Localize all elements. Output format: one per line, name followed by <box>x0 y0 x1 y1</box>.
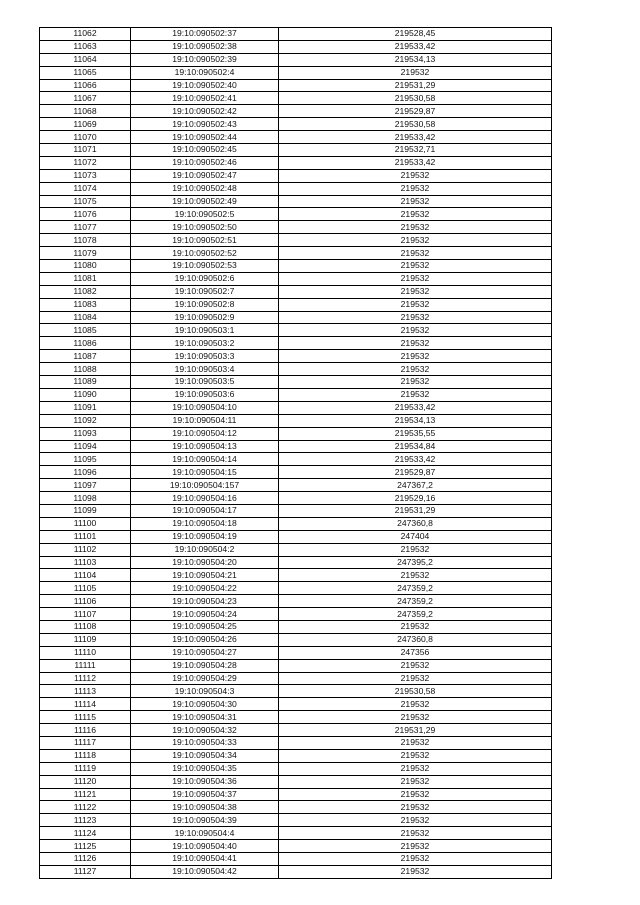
value-cell: 219530,58 <box>279 685 552 698</box>
table-row <box>40 814 552 827</box>
table-row <box>40 298 552 311</box>
row-number-cell: 11096 <box>40 466 131 479</box>
table-row <box>40 388 552 401</box>
table-row <box>40 131 552 144</box>
value-cell: 219532 <box>279 827 552 840</box>
value-cell: 219532 <box>279 66 552 79</box>
value-cell: 247360,8 <box>279 633 552 646</box>
table-row <box>40 749 552 762</box>
row-number-cell: 11120 <box>40 775 131 788</box>
row-number-cell: 11067 <box>40 92 131 105</box>
cadastral-number-cell: 19:10:090504:25 <box>131 620 279 633</box>
cadastral-number-cell: 19:10:090502:42 <box>131 105 279 118</box>
cadastral-number-cell: 19:10:090502:49 <box>131 195 279 208</box>
value-cell: 219532 <box>279 814 552 827</box>
row-number-cell: 11087 <box>40 350 131 363</box>
table-row <box>40 105 552 118</box>
cadastral-number-cell: 19:10:090502:8 <box>131 298 279 311</box>
cadastral-number-cell: 19:10:090502:44 <box>131 131 279 144</box>
value-cell: 219532,71 <box>279 144 552 157</box>
table-row <box>40 260 552 273</box>
row-number-cell: 11122 <box>40 801 131 814</box>
table-row <box>40 28 552 41</box>
table-row <box>40 543 552 556</box>
row-number-cell: 11099 <box>40 504 131 517</box>
row-number-cell: 11083 <box>40 298 131 311</box>
cadastral-number-cell: 19:10:090504:29 <box>131 672 279 685</box>
table-row <box>40 118 552 131</box>
cadastral-number-cell: 19:10:090504:11 <box>131 414 279 427</box>
table-row <box>40 801 552 814</box>
table-row <box>40 840 552 853</box>
value-cell: 219532 <box>279 853 552 866</box>
table-row <box>40 337 552 350</box>
cadastral-number-cell: 19:10:090504:13 <box>131 440 279 453</box>
value-cell: 219532 <box>279 324 552 337</box>
table-row <box>40 427 552 440</box>
cadastral-number-cell: 19:10:090504:10 <box>131 401 279 414</box>
value-cell: 247356 <box>279 646 552 659</box>
row-number-cell: 11090 <box>40 388 131 401</box>
cadastral-number-cell: 19:10:090504:24 <box>131 608 279 621</box>
row-number-cell: 11076 <box>40 208 131 221</box>
row-number-cell: 11081 <box>40 272 131 285</box>
value-cell: 219533,42 <box>279 156 552 169</box>
cadastral-number-cell: 19:10:090502:40 <box>131 79 279 92</box>
table-row <box>40 595 552 608</box>
row-number-cell: 11080 <box>40 260 131 273</box>
table-row <box>40 479 552 492</box>
cadastral-number-cell: 19:10:090503:1 <box>131 324 279 337</box>
value-cell: 219532 <box>279 298 552 311</box>
cadastral-number-cell: 19:10:090502:6 <box>131 272 279 285</box>
cadastral-number-cell: 19:10:090504:38 <box>131 801 279 814</box>
cadastral-number-cell: 19:10:090504:19 <box>131 530 279 543</box>
table-row <box>40 711 552 724</box>
value-cell: 247359,2 <box>279 582 552 595</box>
cadastral-number-cell: 19:10:090502:39 <box>131 53 279 66</box>
cadastral-number-cell: 19:10:090503:5 <box>131 376 279 389</box>
table-row <box>40 492 552 505</box>
table-row <box>40 79 552 92</box>
cadastral-number-cell: 19:10:090502:41 <box>131 92 279 105</box>
value-cell: 219533,42 <box>279 401 552 414</box>
cadastral-number-cell: 19:10:090503:2 <box>131 337 279 350</box>
value-cell: 219534,13 <box>279 53 552 66</box>
row-number-cell: 11102 <box>40 543 131 556</box>
cadastral-number-cell: 19:10:090504:21 <box>131 569 279 582</box>
cadastral-number-cell: 19:10:090504:41 <box>131 853 279 866</box>
row-number-cell: 11112 <box>40 672 131 685</box>
cadastral-number-cell: 19:10:090504:22 <box>131 582 279 595</box>
cadastral-number-cell: 19:10:090502:38 <box>131 40 279 53</box>
cadastral-number-cell: 19:10:090503:4 <box>131 363 279 376</box>
value-cell: 219529,87 <box>279 105 552 118</box>
row-number-cell: 11101 <box>40 530 131 543</box>
table-row <box>40 208 552 221</box>
value-cell: 219530,58 <box>279 92 552 105</box>
row-number-cell: 11125 <box>40 840 131 853</box>
row-number-cell: 11086 <box>40 337 131 350</box>
value-cell: 219533,42 <box>279 453 552 466</box>
value-cell: 219532 <box>279 762 552 775</box>
row-number-cell: 11124 <box>40 827 131 840</box>
cadastral-number-cell: 19:10:090502:4 <box>131 66 279 79</box>
cadastral-number-cell: 19:10:090504:26 <box>131 633 279 646</box>
value-cell: 219532 <box>279 620 552 633</box>
row-number-cell: 11074 <box>40 182 131 195</box>
value-cell: 247395,2 <box>279 556 552 569</box>
cadastral-number-cell: 19:10:090504:20 <box>131 556 279 569</box>
row-number-cell: 11064 <box>40 53 131 66</box>
table-row <box>40 865 552 878</box>
value-cell: 219532 <box>279 195 552 208</box>
cadastral-number-cell: 19:10:090502:37 <box>131 28 279 41</box>
table-row <box>40 672 552 685</box>
row-number-cell: 11100 <box>40 517 131 530</box>
data-table <box>39 27 552 879</box>
row-number-cell: 11069 <box>40 118 131 131</box>
value-cell: 219532 <box>279 260 552 273</box>
cadastral-number-cell: 19:10:090504:36 <box>131 775 279 788</box>
row-number-cell: 11068 <box>40 105 131 118</box>
table-row <box>40 311 552 324</box>
value-cell: 247359,2 <box>279 595 552 608</box>
value-cell: 219532 <box>279 350 552 363</box>
cadastral-number-cell: 19:10:090502:53 <box>131 260 279 273</box>
value-cell: 219532 <box>279 208 552 221</box>
row-number-cell: 11079 <box>40 247 131 260</box>
table-row <box>40 698 552 711</box>
value-cell: 219532 <box>279 840 552 853</box>
row-number-cell: 11071 <box>40 144 131 157</box>
table-row <box>40 414 552 427</box>
row-number-cell: 11082 <box>40 285 131 298</box>
table-row <box>40 620 552 633</box>
value-cell: 219532 <box>279 363 552 376</box>
value-cell: 219532 <box>279 543 552 556</box>
cadastral-number-cell: 19:10:090504:23 <box>131 595 279 608</box>
row-number-cell: 11117 <box>40 736 131 749</box>
table-row <box>40 401 552 414</box>
row-number-cell: 11094 <box>40 440 131 453</box>
value-cell: 219532 <box>279 749 552 762</box>
row-number-cell: 11104 <box>40 569 131 582</box>
cadastral-number-cell: 19:10:090504:33 <box>131 736 279 749</box>
row-number-cell: 11126 <box>40 853 131 866</box>
table-row <box>40 324 552 337</box>
value-cell: 219532 <box>279 376 552 389</box>
cadastral-number-cell: 19:10:090504:42 <box>131 865 279 878</box>
row-number-cell: 11085 <box>40 324 131 337</box>
row-number-cell: 11116 <box>40 724 131 737</box>
value-cell: 219535,55 <box>279 427 552 440</box>
table-row <box>40 247 552 260</box>
cadastral-number-cell: 19:10:090503:6 <box>131 388 279 401</box>
table-row <box>40 221 552 234</box>
value-cell: 219532 <box>279 659 552 672</box>
cadastral-number-cell: 19:10:090504:40 <box>131 840 279 853</box>
row-number-cell: 11111 <box>40 659 131 672</box>
table-row <box>40 440 552 453</box>
cadastral-number-cell: 19:10:090504:15 <box>131 466 279 479</box>
value-cell: 219532 <box>279 169 552 182</box>
cadastral-number-cell: 19:10:090502:51 <box>131 234 279 247</box>
table-row <box>40 66 552 79</box>
row-number-cell: 11119 <box>40 762 131 775</box>
row-number-cell: 11084 <box>40 311 131 324</box>
value-cell: 219532 <box>279 337 552 350</box>
row-number-cell: 11066 <box>40 79 131 92</box>
value-cell: 219532 <box>279 711 552 724</box>
row-number-cell: 11109 <box>40 633 131 646</box>
value-cell: 219532 <box>279 247 552 260</box>
value-cell: 219532 <box>279 775 552 788</box>
value-cell: 219532 <box>279 272 552 285</box>
row-number-cell: 11092 <box>40 414 131 427</box>
row-number-cell: 11095 <box>40 453 131 466</box>
row-number-cell: 11091 <box>40 401 131 414</box>
value-cell: 219532 <box>279 311 552 324</box>
row-number-cell: 11105 <box>40 582 131 595</box>
table-row <box>40 608 552 621</box>
table-row <box>40 453 552 466</box>
cadastral-number-cell: 19:10:090502:48 <box>131 182 279 195</box>
value-cell: 219532 <box>279 234 552 247</box>
row-number-cell: 11115 <box>40 711 131 724</box>
cadastral-number-cell: 19:10:090504:30 <box>131 698 279 711</box>
row-number-cell: 11097 <box>40 479 131 492</box>
value-cell: 219531,29 <box>279 724 552 737</box>
row-number-cell: 11062 <box>40 28 131 41</box>
row-number-cell: 11110 <box>40 646 131 659</box>
row-number-cell: 11114 <box>40 698 131 711</box>
row-number-cell: 11065 <box>40 66 131 79</box>
table-row <box>40 827 552 840</box>
cadastral-number-cell: 19:10:090502:45 <box>131 144 279 157</box>
value-cell: 219532 <box>279 736 552 749</box>
cadastral-number-cell: 19:10:090502:5 <box>131 208 279 221</box>
value-cell: 247404 <box>279 530 552 543</box>
cadastral-number-cell: 19:10:090504:27 <box>131 646 279 659</box>
cadastral-number-cell: 19:10:090504:17 <box>131 504 279 517</box>
table-row <box>40 736 552 749</box>
table-row <box>40 285 552 298</box>
cadastral-number-cell: 19:10:090502:47 <box>131 169 279 182</box>
row-number-cell: 11093 <box>40 427 131 440</box>
cadastral-number-cell: 19:10:090502:46 <box>131 156 279 169</box>
table-row <box>40 182 552 195</box>
cadastral-number-cell: 19:10:090502:7 <box>131 285 279 298</box>
row-number-cell: 11103 <box>40 556 131 569</box>
table-row <box>40 853 552 866</box>
table-row <box>40 556 552 569</box>
table-row <box>40 659 552 672</box>
row-number-cell: 11073 <box>40 169 131 182</box>
value-cell: 247367,2 <box>279 479 552 492</box>
cadastral-number-cell: 19:10:090502:43 <box>131 118 279 131</box>
value-cell: 219532 <box>279 698 552 711</box>
table-row <box>40 466 552 479</box>
row-number-cell: 11121 <box>40 788 131 801</box>
row-number-cell: 11127 <box>40 865 131 878</box>
cadastral-number-cell: 19:10:090504:3 <box>131 685 279 698</box>
value-cell: 219532 <box>279 182 552 195</box>
cadastral-number-cell: 19:10:090504:2 <box>131 543 279 556</box>
cadastral-number-cell: 19:10:090504:31 <box>131 711 279 724</box>
row-number-cell: 11078 <box>40 234 131 247</box>
row-number-cell: 11070 <box>40 131 131 144</box>
cadastral-number-cell: 19:10:090504:39 <box>131 814 279 827</box>
table-row <box>40 685 552 698</box>
row-number-cell: 11077 <box>40 221 131 234</box>
row-number-cell: 11108 <box>40 620 131 633</box>
row-number-cell: 11098 <box>40 492 131 505</box>
value-cell: 219532 <box>279 801 552 814</box>
row-number-cell: 11089 <box>40 376 131 389</box>
row-number-cell: 11075 <box>40 195 131 208</box>
cadastral-number-cell: 19:10:090504:18 <box>131 517 279 530</box>
table-row <box>40 350 552 363</box>
table-row <box>40 582 552 595</box>
value-cell: 219532 <box>279 865 552 878</box>
cadastral-number-cell: 19:10:090504:34 <box>131 749 279 762</box>
value-cell: 219533,42 <box>279 40 552 53</box>
cadastral-number-cell: 19:10:090502:9 <box>131 311 279 324</box>
value-cell: 219533,42 <box>279 131 552 144</box>
value-cell: 219532 <box>279 672 552 685</box>
value-cell: 247360,8 <box>279 517 552 530</box>
table-row <box>40 724 552 737</box>
table-row <box>40 633 552 646</box>
cadastral-number-cell: 19:10:090503:3 <box>131 350 279 363</box>
row-number-cell: 11088 <box>40 363 131 376</box>
row-number-cell: 11118 <box>40 749 131 762</box>
table-row <box>40 788 552 801</box>
table-row <box>40 92 552 105</box>
value-cell: 219532 <box>279 285 552 298</box>
value-cell: 219529,16 <box>279 492 552 505</box>
cadastral-number-cell: 19:10:090504:14 <box>131 453 279 466</box>
table-row <box>40 156 552 169</box>
value-cell: 219528,45 <box>279 28 552 41</box>
value-cell: 219534,84 <box>279 440 552 453</box>
table-row <box>40 195 552 208</box>
table-row <box>40 169 552 182</box>
value-cell: 219532 <box>279 221 552 234</box>
cadastral-number-cell: 19:10:090504:35 <box>131 762 279 775</box>
table-row <box>40 517 552 530</box>
row-number-cell: 11072 <box>40 156 131 169</box>
table-row <box>40 234 552 247</box>
table-row <box>40 646 552 659</box>
value-cell: 219531,29 <box>279 504 552 517</box>
table-row <box>40 775 552 788</box>
row-number-cell: 11123 <box>40 814 131 827</box>
value-cell: 219531,29 <box>279 79 552 92</box>
table-row <box>40 53 552 66</box>
table-row <box>40 762 552 775</box>
value-cell: 219532 <box>279 569 552 582</box>
table-row <box>40 272 552 285</box>
table-body <box>40 28 552 879</box>
cadastral-number-cell: 19:10:090502:52 <box>131 247 279 260</box>
table-row <box>40 144 552 157</box>
row-number-cell: 11107 <box>40 608 131 621</box>
cadastral-number-cell: 19:10:090502:50 <box>131 221 279 234</box>
value-cell: 247359,2 <box>279 608 552 621</box>
cadastral-number-cell: 19:10:090504:32 <box>131 724 279 737</box>
cadastral-number-cell: 19:10:090504:28 <box>131 659 279 672</box>
value-cell: 219534,13 <box>279 414 552 427</box>
table-row <box>40 40 552 53</box>
row-number-cell: 11106 <box>40 595 131 608</box>
table-row <box>40 376 552 389</box>
cadastral-number-cell: 19:10:090504:16 <box>131 492 279 505</box>
table-row <box>40 530 552 543</box>
row-number-cell: 11063 <box>40 40 131 53</box>
table-row <box>40 569 552 582</box>
cadastral-number-cell: 19:10:090504:4 <box>131 827 279 840</box>
table-row <box>40 504 552 517</box>
value-cell: 219530,58 <box>279 118 552 131</box>
row-number-cell: 11113 <box>40 685 131 698</box>
cadastral-number-cell: 19:10:090504:157 <box>131 479 279 492</box>
table-row <box>40 363 552 376</box>
value-cell: 219529,87 <box>279 466 552 479</box>
cadastral-number-cell: 19:10:090504:12 <box>131 427 279 440</box>
value-cell: 219532 <box>279 788 552 801</box>
cadastral-number-cell: 19:10:090504:37 <box>131 788 279 801</box>
value-cell: 219532 <box>279 388 552 401</box>
